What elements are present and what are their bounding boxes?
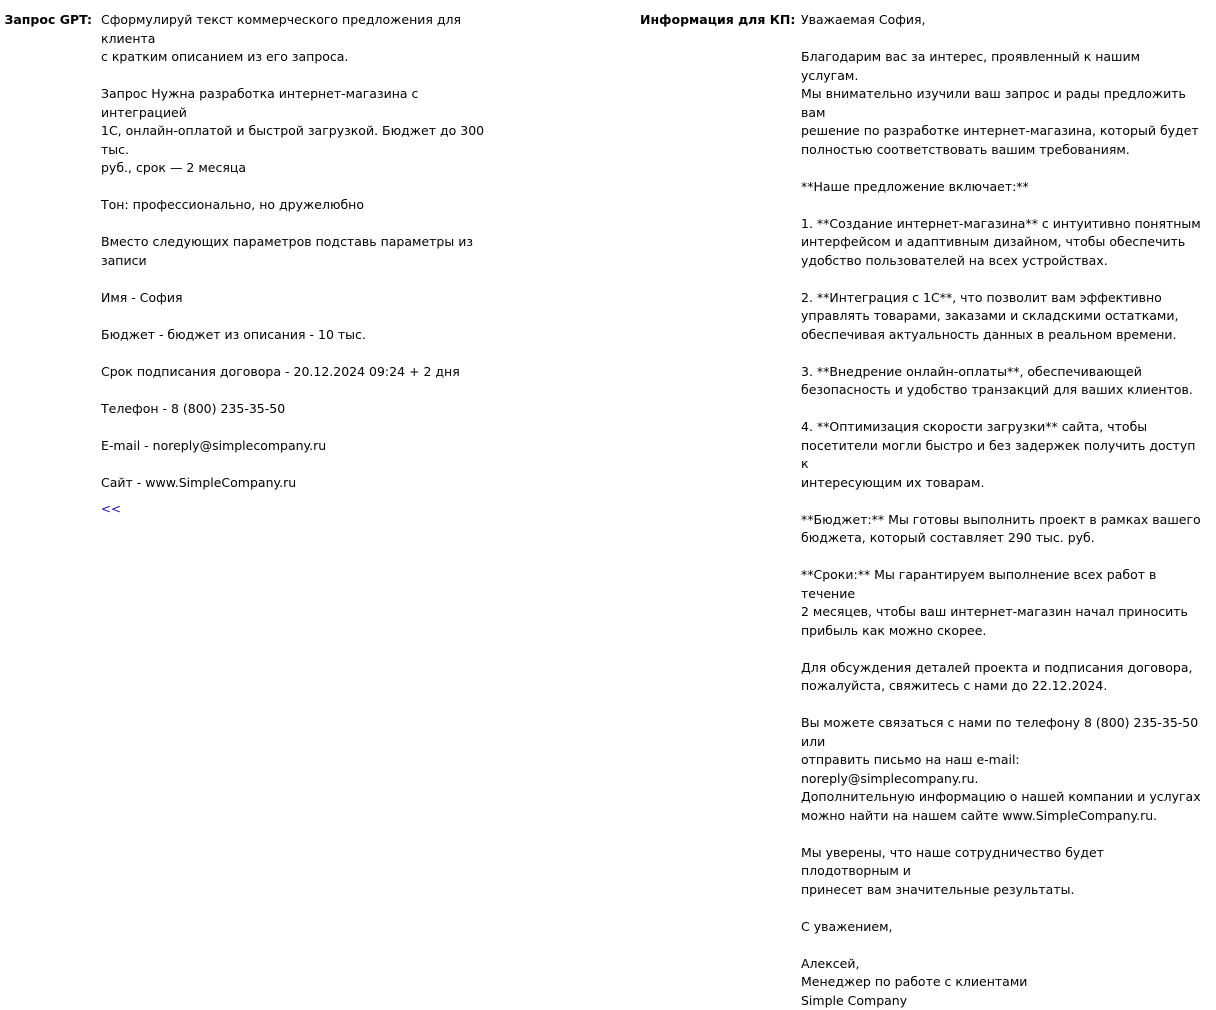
request-param-site: Сайт - www.SimpleCompany.ru (101, 474, 501, 493)
proposal-paragraph: **Наше предложение включает:** (801, 178, 1201, 197)
proposal-signature: Алексей, Менеджер по работе с клиентами Simple Company (801, 955, 1201, 1010)
proposal-paragraph: 2. **Интеграция с 1С**, что позволит вам эффективно управлять товарами, заказами и складскими остатками, обеспечивая актуальность данных в реальном времени. (801, 289, 1201, 345)
proposal-closing: С уважением, (801, 918, 1201, 937)
proposal-paragraph: Мы уверены, что наше сотрудничество будет плодотворным и принесет вам значительные результаты. (801, 844, 1201, 900)
proposal-paragraph: **Бюджет:** Мы готовы выполнить проект в рамках вашего бюджета, который составляет 290 тыс. руб. (801, 511, 1201, 548)
request-param-email: E-mail - noreply@simplecompany.ru (101, 437, 501, 456)
request-param-name: Имя - София (101, 289, 501, 308)
request-label: Запрос GPT: (0, 11, 92, 30)
proposal-paragraph: Благодарим вас за интерес, проявленный к нашим услугам. Мы внимательно изучили ваш запрос и рады предложить вам решение по разработке интернет-магазина, который будет полностью соответствовать вашим требованиям. (801, 48, 1201, 159)
request-text (101, 11, 501, 519)
request-paragraph: Запрос Нужна разработка интернет-магазина с интеграцией 1С, онлайн-оплатой и быстрой загрузкой. Бюджет до 300 тыс. руб., срок — 2 месяца (101, 85, 501, 178)
request-param-phone: Телефон - 8 (800) 235-35-50 (101, 400, 501, 419)
proposal-paragraph: 3. **Внедрение онлайн-оплаты**, обеспечивающей безопасность и удобство транзакций для ваших клиентов. (801, 363, 1201, 400)
proposal-paragraph: 4. **Оптимизация скорости загрузки** сайта, чтобы посетители могли быстро и без задержек получить доступ к интересующим их товарам. (801, 418, 1201, 492)
proposal-label: Информация для КП: (640, 11, 792, 30)
proposal-paragraph: Вы можете связаться с нами по телефону 8 (800) 235-35-50 или отправить письмо на наш e-mail: noreply@simplecompany.ru. Дополнительную информацию о нашей компании и услугах можно найти на нашем сайте www.SimpleCompany.ru. (801, 714, 1201, 825)
proposal-paragraph: 1. **Создание интернет-магазина** с интуитивно понятным интерфейсом и адаптивным дизайном, чтобы обеспечить удобство пользователей на всех устройствах. (801, 215, 1201, 271)
proposal-paragraph: **Сроки:** Мы гарантируем выполнение всех работ в течение 2 месяцев, чтобы ваш интернет-магазин начал приносить прибыль как можно скорее. (801, 566, 1201, 640)
proposal-text (801, 11, 1201, 1010)
request-param-deadline: Срок подписания договора - 20.12.2024 09:24 + 2 дня (101, 363, 501, 382)
request-paragraph: Тон: профессионально, но дружелюбно (101, 196, 501, 215)
request-paragraph: Вместо следующих параметров подставь параметры из записи (101, 233, 501, 270)
proposal-greeting: Уважаемая София, (801, 11, 1201, 30)
back-link[interactable]: << (101, 500, 121, 519)
proposal-paragraph: Для обсуждения деталей проекта и подписания договора, пожалуйста, свяжитесь с нами до 22.12.2024. (801, 659, 1201, 696)
request-param-budget: Бюджет - бюджет из описания - 10 тыс. (101, 326, 501, 345)
request-paragraph: Сформулируй текст коммерческого предложения для клиента с кратким описанием из его запроса. (101, 11, 501, 67)
